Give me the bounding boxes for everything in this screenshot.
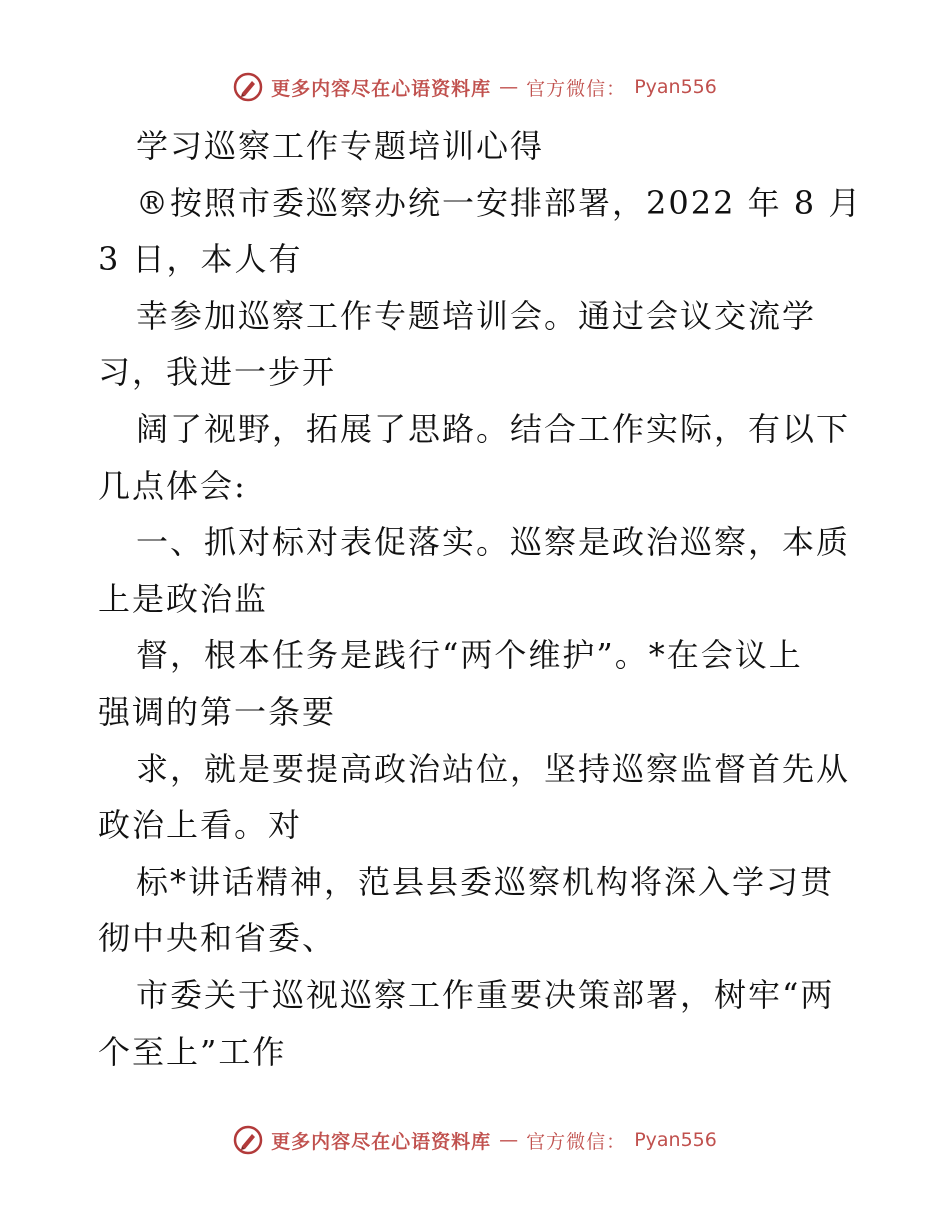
text-line: 个至上”工作 <box>98 1032 287 1071</box>
watermark-separator: — <box>499 76 519 98</box>
text-line: 求，就是要提高政治站位，坚持巡察监督首先从 <box>136 749 851 788</box>
document-title: 学习巡察工作专题培训心得 <box>136 127 545 165</box>
watermark-contact-value: Pyan556 <box>634 76 717 98</box>
text-line: 幸参加巡察工作专题培训会。通过会议交流学 <box>136 296 817 335</box>
text-line: 市委关于巡视巡察工作重要决策部署，树牢“两 <box>136 975 835 1014</box>
header-watermark <box>0 72 950 102</box>
text-line: 政治上看。对 <box>98 806 303 845</box>
text-line: 几点体会: <box>98 466 247 505</box>
watermark-contact-label: 官方微信： <box>526 77 627 100</box>
text-line: 阔了视野，拓展了思路。结合工作实际，有以下 <box>136 409 851 448</box>
text-line: 标*讲话精神，范县县委巡察机构将深入学习贯 <box>136 862 835 901</box>
text-line: 强调的第一条要 <box>98 692 337 731</box>
watermark-contact-value: Pyan556 <box>634 1129 717 1151</box>
text-line: 一、抓对标对表促落实。巡察是政治巡察，本质 <box>136 523 851 562</box>
text-line: 彻中央和省委、 <box>98 919 337 958</box>
text-line: ®按照市委巡察办统一安排部署，2022 年 8 月 <box>136 183 863 222</box>
pen-logo-icon <box>233 1125 263 1155</box>
text-line: 习，我进一步开 <box>98 353 337 392</box>
watermark-separator: — <box>499 1129 519 1151</box>
text-line: 上是政治监 <box>98 579 269 618</box>
watermark-slogan: 更多内容尽在心语资料库 <box>271 77 492 100</box>
document-body <box>98 118 863 1080</box>
watermark-slogan: 更多内容尽在心语资料库 <box>271 1130 492 1153</box>
footer-watermark <box>0 1125 950 1155</box>
text-line: 督，根本任务是践行“两个维护”。*在会议上 <box>136 636 803 675</box>
watermark-contact-label: 官方微信： <box>526 1130 627 1153</box>
text-line: 3 日，本人有 <box>98 240 303 279</box>
pen-logo-icon <box>233 72 263 102</box>
